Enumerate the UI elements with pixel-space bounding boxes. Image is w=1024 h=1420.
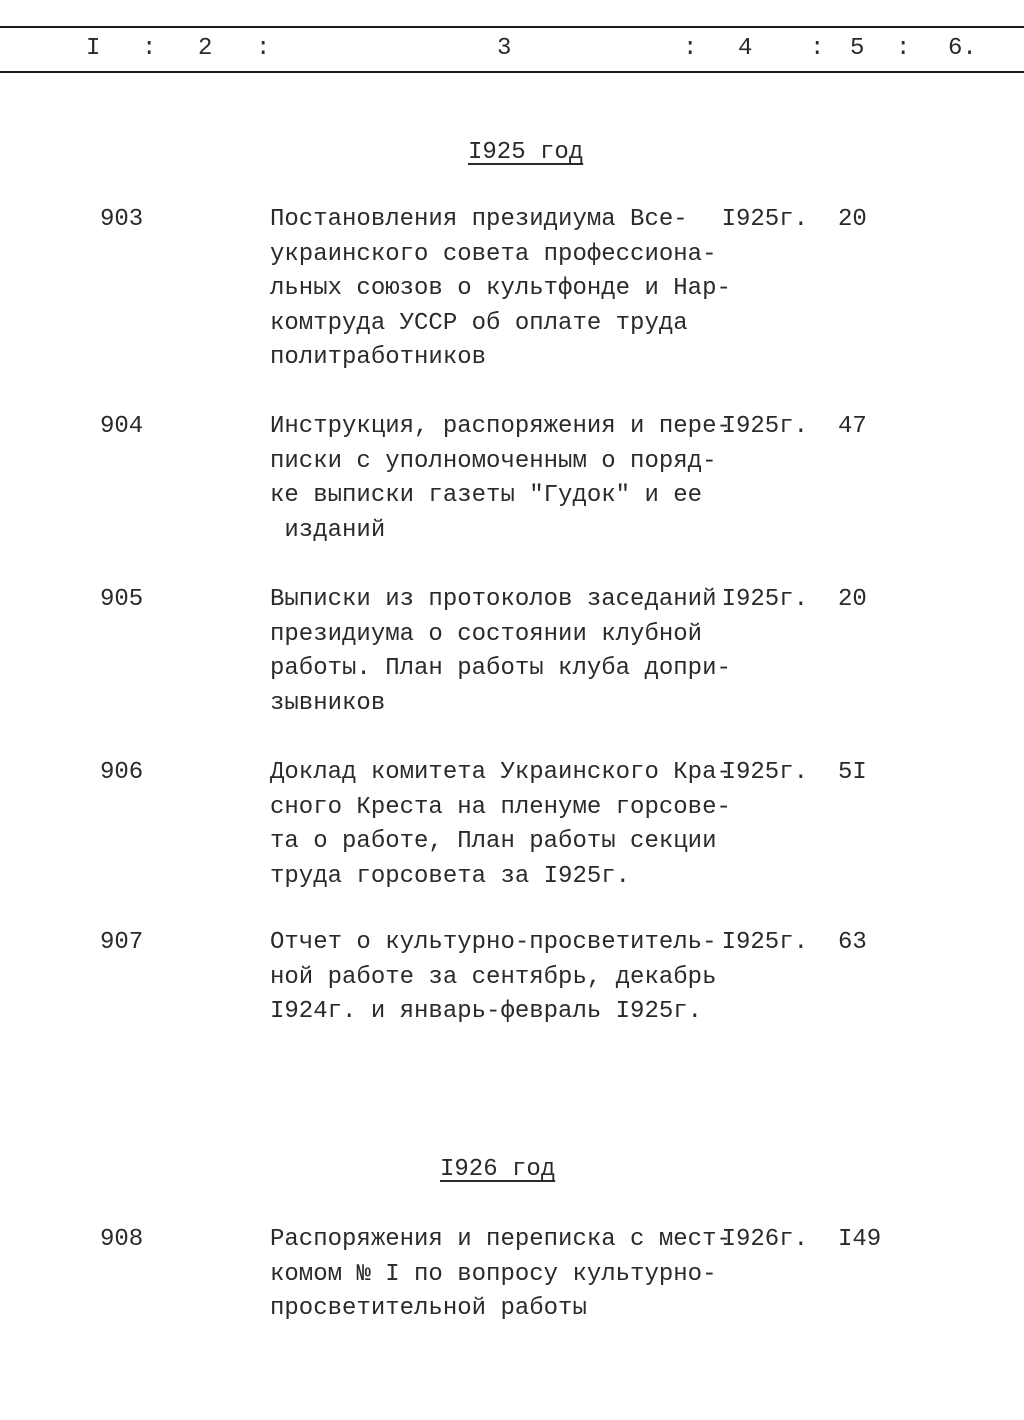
entry-number: 907	[100, 929, 144, 956]
section-heading-1926: I926 год	[440, 1156, 556, 1183]
description-line: Отчет о культурно-просветитель-	[270, 929, 717, 956]
col-3: 3	[497, 35, 512, 62]
entry-date: I925г.	[721, 759, 808, 786]
entry-date: I925г.	[721, 929, 808, 956]
entry-number: 905	[100, 586, 144, 613]
entry-description	[270, 756, 731, 894]
entry-number: 903	[100, 206, 144, 233]
col-sep: :	[142, 35, 157, 62]
description-line: Постановления президиума Все-	[270, 206, 688, 233]
entry-number: 906	[100, 759, 144, 786]
header-bottom-rule	[0, 71, 1024, 73]
description-line: президиума о состоянии клубной	[270, 620, 703, 648]
col-4: 4	[738, 35, 753, 62]
description-line: политработников	[270, 344, 487, 371]
description-line: просветительной работы	[270, 1295, 587, 1322]
description-line: писки с уполномоченным о поряд-	[270, 447, 717, 475]
description-line: I924г. и январь-февраль I925г.	[270, 998, 703, 1025]
section-heading-1925: I925 год	[468, 139, 584, 166]
description-line: сного Креста на пленуме горсове-	[270, 793, 731, 821]
description-line: изданий	[270, 516, 386, 544]
entry-description	[270, 926, 716, 1030]
entry-description	[270, 203, 731, 376]
entry-date: I925г.	[721, 413, 808, 440]
col-1: I	[86, 35, 101, 62]
entry-number: 904	[100, 413, 144, 440]
description-line: украинского совета профессиона-	[270, 240, 717, 268]
entry-description	[270, 410, 731, 548]
col-sep: :	[810, 35, 825, 62]
description-line: льных союзов о культфонде и Нар-	[270, 275, 731, 302]
col-sep: :	[256, 35, 271, 62]
col-5: 5	[850, 35, 865, 62]
description-line: труда горсовета за I925г.	[270, 862, 631, 890]
description-line: зывников	[270, 689, 386, 717]
col-6: 6.	[948, 35, 977, 62]
entry-pages: 20	[838, 206, 867, 233]
entry-date: I926г.	[721, 1226, 808, 1253]
description-line: Инструкция, распоряжения и пере-	[270, 413, 731, 440]
description-line: Выписки из протоколов заседаний	[270, 586, 717, 613]
entry-pages: 20	[838, 586, 867, 613]
description-line: комом № I по вопросу культурно-	[270, 1260, 717, 1288]
entry-date: I925г.	[721, 586, 808, 613]
entry-description	[270, 583, 731, 721]
entry-number: 908	[100, 1226, 144, 1253]
entry-date: I925г.	[721, 206, 808, 233]
header-top-rule	[0, 26, 1024, 28]
col-sep: :	[683, 35, 698, 62]
description-line: комтруда УССР об оплате труда	[270, 309, 688, 337]
description-line: работы. План работы клуба допри-	[270, 655, 731, 682]
entry-pages: 47	[838, 413, 867, 440]
entry-description	[270, 1223, 731, 1327]
col-sep: :	[896, 35, 911, 62]
description-line: Распоряжения и переписка с мест-	[270, 1226, 731, 1253]
description-line: ке выписки газеты "Гудок" и ее	[270, 482, 703, 509]
entry-pages: 5I	[838, 759, 867, 786]
description-line: та о работе, План работы секции	[270, 828, 717, 855]
col-2: 2	[198, 35, 213, 62]
description-line: Доклад комитета Украинского Кра-	[270, 759, 731, 786]
entry-pages: 63	[838, 929, 867, 956]
entry-pages: I49	[838, 1226, 882, 1253]
description-line: ной работе за сентябрь, декабрь	[270, 963, 717, 991]
